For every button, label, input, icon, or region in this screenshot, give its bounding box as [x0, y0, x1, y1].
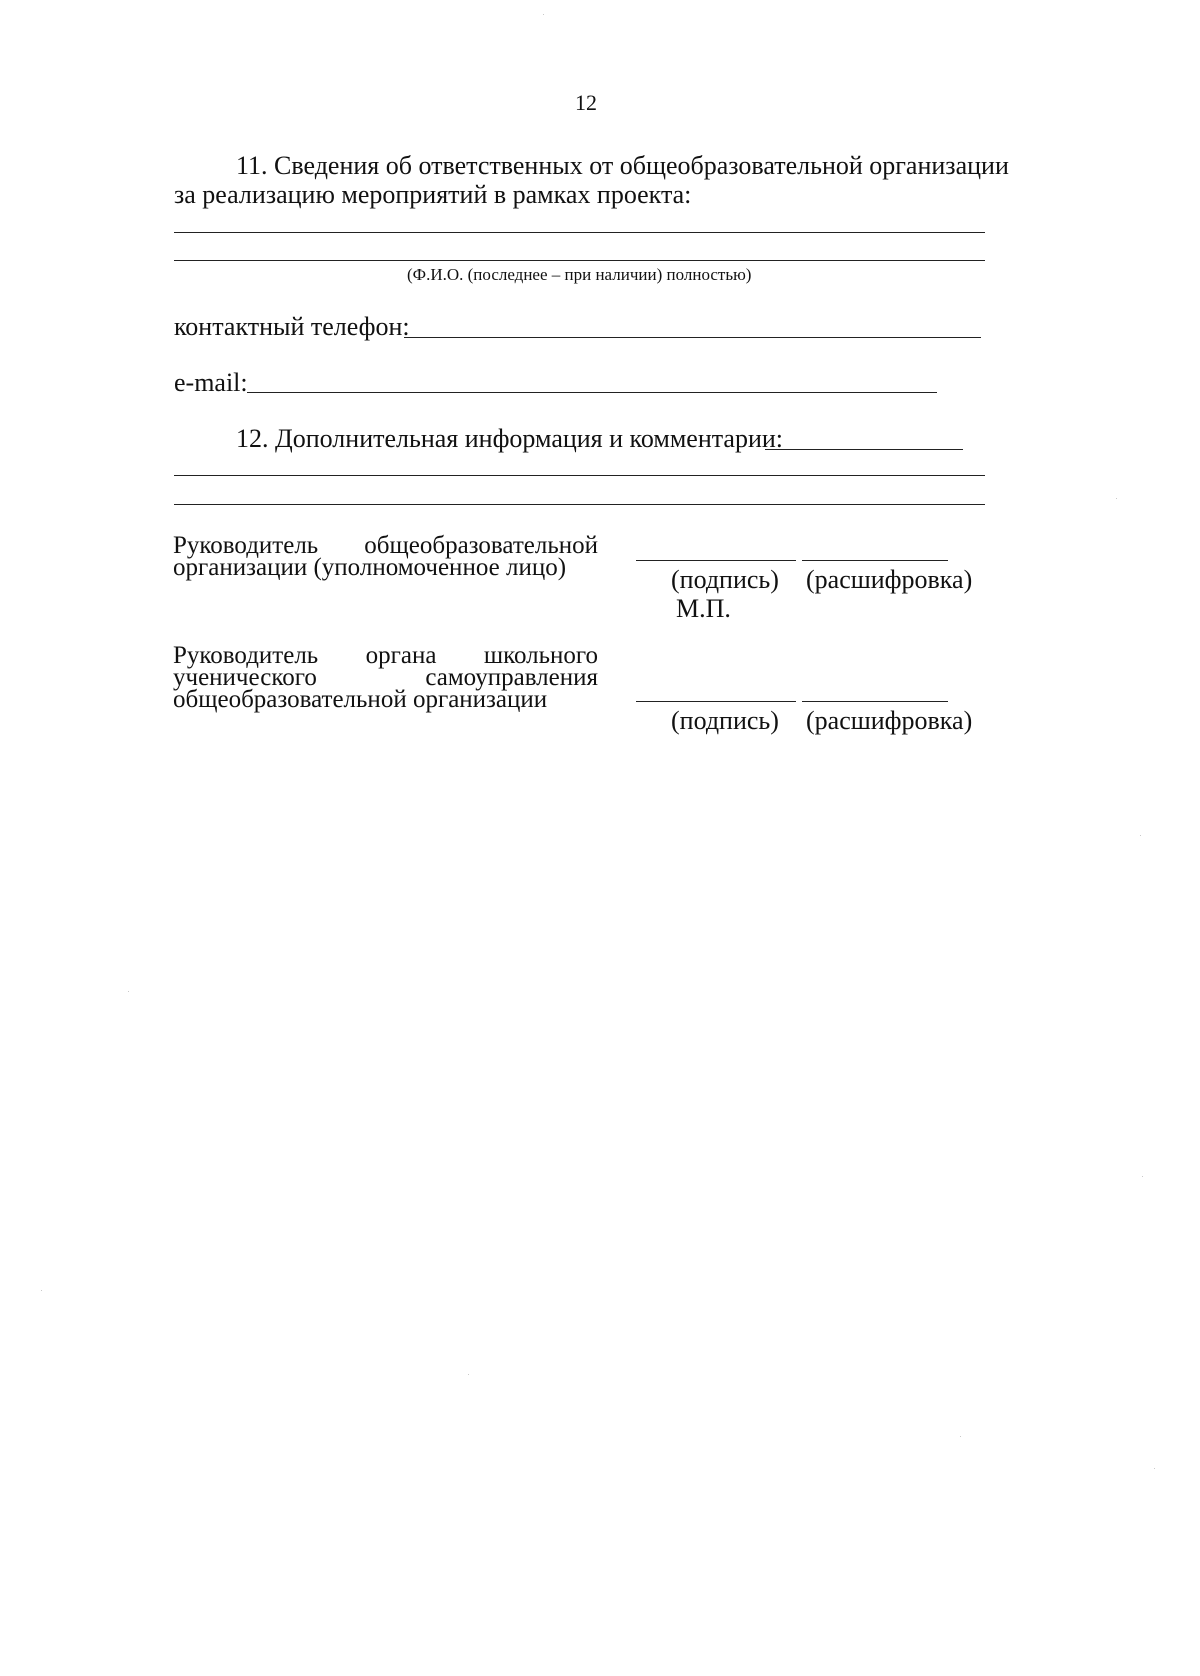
- head-org-signature-caption: (подпись): [671, 565, 779, 594]
- email-label: e-mail:: [174, 368, 248, 397]
- head-org-title: [173, 532, 598, 581]
- scan-speck: [128, 991, 129, 992]
- scan-speck: [1140, 835, 1141, 836]
- scan-speck: [543, 14, 544, 15]
- scan-speck: [468, 1374, 469, 1375]
- head-org-title-line1: Руководитель общеобразовательной: [173, 532, 598, 559]
- head-student-gov-title-line2: ученического самоуправления: [173, 664, 598, 691]
- scan-speck: [1116, 498, 1117, 499]
- head-student-gov-title-line1: Руководитель органа школьного: [173, 642, 598, 669]
- page-number: 12: [575, 90, 597, 115]
- head-student-gov-title: [173, 642, 598, 713]
- phone-label: контактный телефон:: [174, 312, 410, 341]
- scan-speck: [1154, 1468, 1155, 1469]
- scan-speck: [960, 1436, 961, 1437]
- comments-field-line-3[interactable]: [174, 504, 985, 505]
- head-student-gov-decode-caption: (расшифровка): [806, 706, 973, 735]
- comments-field-line-1[interactable]: [765, 449, 963, 450]
- head-org-title-line2: организации (уполномоченное лицо): [173, 554, 567, 581]
- email-field-line[interactable]: [247, 392, 937, 393]
- head-student-gov-title-line3: общеобразовательной организации: [173, 686, 548, 713]
- phone-field-line[interactable]: [404, 337, 981, 338]
- fio-field-line-2[interactable]: [174, 260, 985, 261]
- section-12-heading: 12. Дополнительная информация и комментарии:: [236, 424, 784, 453]
- scan-speck: [1142, 1176, 1143, 1177]
- head-student-gov-signature-line[interactable]: [636, 701, 796, 702]
- head-org-decode-caption: (расшифровка): [806, 565, 973, 594]
- head-org-decode-line[interactable]: [802, 560, 948, 561]
- head-student-gov-decode-line[interactable]: [802, 701, 948, 702]
- stamp-place-label: М.П.: [676, 594, 731, 623]
- head-student-gov-signature-caption: (подпись): [671, 706, 779, 735]
- scan-speck: [41, 1290, 42, 1291]
- head-org-signature-line[interactable]: [636, 560, 796, 561]
- fio-field-line-1[interactable]: [174, 232, 985, 233]
- section-11-heading-continuation: за реализацию мероприятий в рамках проекта:: [174, 180, 692, 209]
- section-11-heading: 11. Сведения об ответственных от общеобразовательной организации: [236, 151, 1009, 180]
- comments-field-line-2[interactable]: [174, 475, 985, 476]
- fio-caption: (Ф.И.О. (последнее – при наличии) полностью): [407, 265, 752, 284]
